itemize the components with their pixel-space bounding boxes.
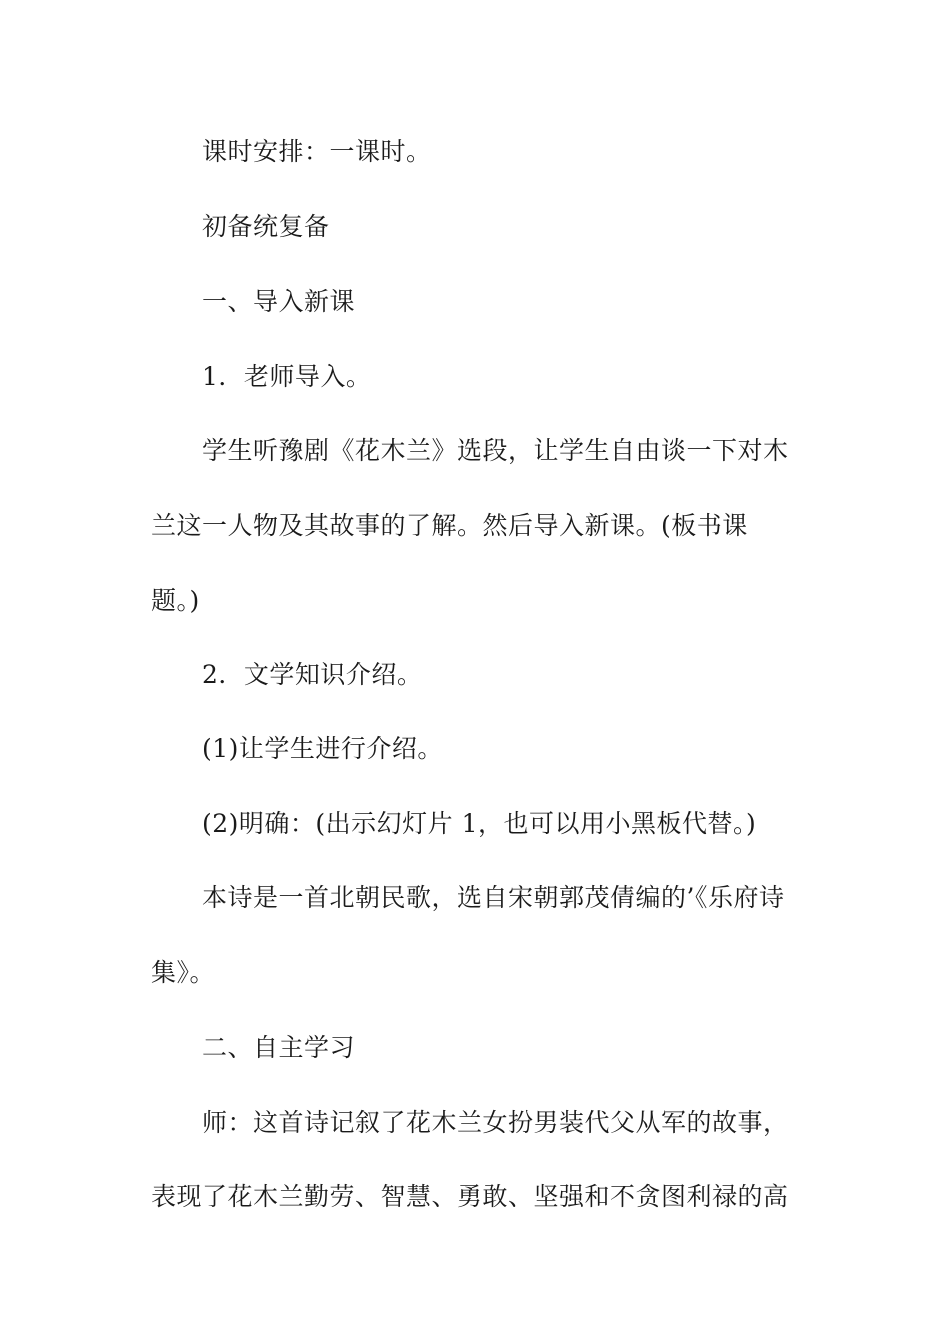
paragraph-source-line-1: 本诗是一首北朝民歌，选自宋朝郭茂倩编的’《乐府诗: [202, 883, 785, 912]
lesson-duration-line: 课时安排：一课时。: [202, 137, 432, 166]
paragraph-intro-line-1: 学生听豫剧《花木兰》选段，让学生自由谈一下对木: [202, 436, 789, 465]
paragraph-teacher-line-1: 师：这首诗记叙了花木兰女扮男装代父从军的故事，: [202, 1108, 789, 1137]
prep-heading-line: 初备统复备: [202, 212, 330, 241]
paragraph-intro-line-3: 题。): [151, 586, 200, 615]
substep-1-line: (1)让学生进行介绍。: [202, 734, 443, 763]
paragraph-intro-line-2: 兰这一人物及其故事的了解。然后导入新课。(板书课: [151, 511, 748, 540]
section-2-heading: 二、自主学习: [202, 1033, 356, 1062]
substep-2-line: (2)明确：(出示幻灯片 1，也可以用小黑板代替。): [202, 809, 757, 838]
paragraph-source-line-2: 集》。: [151, 958, 216, 987]
section-1-heading: 一、导入新课: [202, 287, 356, 316]
step-1-heading: 1．老师导入。: [202, 362, 372, 391]
step-2-heading: 2．文学知识介绍。: [202, 660, 423, 689]
paragraph-teacher-line-2: 表现了花木兰勤劳、智慧、勇敢、坚强和不贪图利禄的高: [151, 1182, 789, 1211]
